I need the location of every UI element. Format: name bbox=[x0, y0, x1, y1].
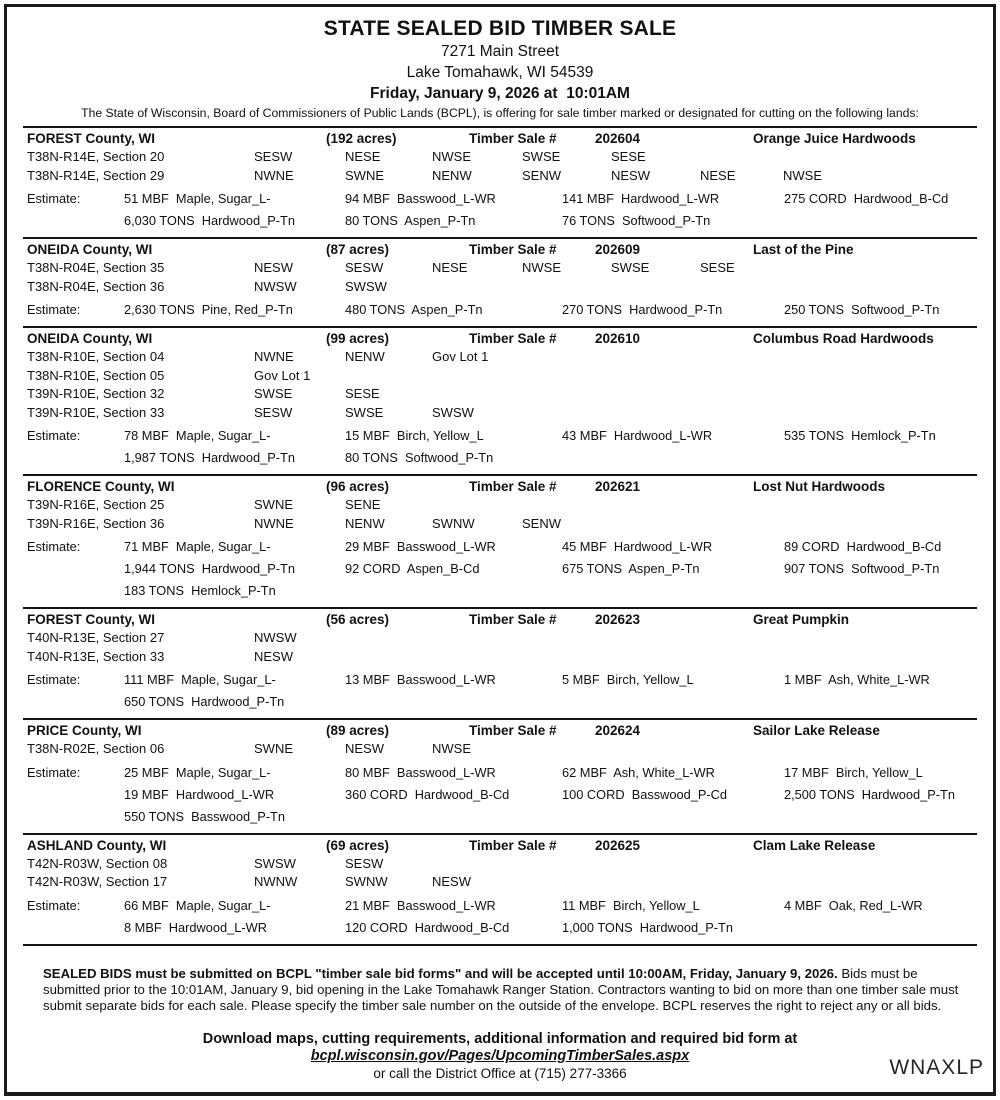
estimate-block bbox=[23, 425, 977, 469]
estimate-item: 100 CORD Basswood_P-Cd bbox=[562, 786, 728, 802]
land-row bbox=[23, 404, 977, 423]
land-row bbox=[23, 740, 977, 759]
quarter-label: NESW bbox=[254, 648, 293, 664]
timber-sale-label: Timber Sale # bbox=[469, 479, 557, 494]
estimate-item: 183 TONS Hemlock_P-Tn bbox=[124, 583, 276, 598]
quarter-label: NWNE bbox=[254, 515, 294, 531]
county-name: ONEIDA County, WI bbox=[27, 331, 153, 346]
quarter-label: NWNE bbox=[254, 167, 294, 183]
estimate-row bbox=[23, 299, 977, 321]
estimate-label: Estimate: bbox=[27, 897, 81, 913]
timber-sale-number: 202609 bbox=[595, 242, 641, 257]
estimate-item: 120 CORD Hardwood_B-Cd bbox=[345, 919, 510, 935]
quarter-label: SESW bbox=[345, 855, 384, 871]
quarter-label: SENW bbox=[522, 515, 561, 531]
estimate-item: 675 TONS Aspen_P-Tn bbox=[562, 561, 700, 576]
timber-sale-label: Timber Sale # bbox=[469, 242, 557, 257]
sale-section bbox=[23, 328, 977, 476]
timber-sale-label: Timber Sale # bbox=[469, 837, 557, 853]
land-row bbox=[23, 855, 977, 874]
quarter-label: NWNW bbox=[254, 874, 298, 889]
estimate-block bbox=[23, 536, 977, 602]
sale-header-row bbox=[23, 330, 977, 348]
quarter-label: NESW bbox=[345, 741, 384, 756]
estimate-item: 1,944 TONS Hardwood_P-Tn bbox=[124, 561, 295, 576]
estimate-row bbox=[23, 691, 977, 713]
estimate-item: 360 CORD Hardwood_B-Cd bbox=[345, 786, 510, 802]
land-row bbox=[23, 167, 977, 186]
estimate-item: 17 MBF Birch, Yellow_L bbox=[784, 764, 923, 780]
estimate-block bbox=[23, 299, 977, 321]
quarter-label: NENW bbox=[345, 349, 385, 364]
estimate-row bbox=[23, 558, 977, 580]
estimate-label: Estimate: bbox=[27, 539, 81, 554]
estimate-item: 76 TONS Softwood_P-Tn bbox=[562, 213, 711, 228]
estimate-block bbox=[23, 762, 977, 828]
estimate-item: 275 CORD Hardwood_B-Cd bbox=[784, 191, 949, 206]
estimate-item: 21 MBF Basswood_L-WR bbox=[345, 897, 496, 913]
estimate-item: 19 MBF Hardwood_L-WR bbox=[124, 786, 275, 802]
sale-name: Orange Juice Hardwoods bbox=[753, 131, 916, 146]
quarter-label: SWSE bbox=[254, 386, 293, 401]
estimate-label: Estimate: bbox=[27, 764, 81, 780]
estimate-row bbox=[23, 188, 977, 210]
land-row bbox=[23, 515, 977, 534]
township-label: T39N-R16E, Section 36 bbox=[27, 515, 165, 531]
sale-section bbox=[23, 128, 977, 239]
county-name: PRICE County, WI bbox=[27, 723, 142, 738]
estimate-item: 51 MBF Maple, Sugar_L- bbox=[124, 191, 271, 206]
sale-header-row bbox=[23, 611, 977, 629]
quarter-label: NESE bbox=[432, 260, 468, 275]
estimate-item: 15 MBF Birch, Yellow_L bbox=[345, 428, 484, 443]
estimate-item: 6,030 TONS Hardwood_P-Tn bbox=[124, 213, 295, 228]
estimate-row bbox=[23, 580, 977, 602]
estimate-item: 80 TONS Softwood_P-Tn bbox=[345, 450, 494, 465]
timber-sale-number: 202623 bbox=[595, 612, 641, 627]
timber-sale-label: Timber Sale # bbox=[469, 331, 557, 346]
acreage: (56 acres) bbox=[326, 612, 390, 627]
estimate-item: 80 TONS Aspen_P-Tn bbox=[345, 213, 476, 228]
bid-form-url-line bbox=[7, 1048, 993, 1065]
estimate-item: 1 MBF Ash, White_L-WR bbox=[784, 672, 930, 687]
sale-name: Lost Nut Hardwoods bbox=[753, 479, 885, 494]
estimate-block bbox=[23, 188, 977, 232]
township-label: T38N-R10E, Section 04 bbox=[27, 349, 165, 364]
township-label: T42N-R03W, Section 17 bbox=[27, 874, 168, 889]
estimate-label: Estimate: bbox=[27, 428, 81, 443]
quarter-label: NWSE bbox=[432, 149, 471, 164]
sale-header-row bbox=[23, 478, 977, 496]
quarter-label: SWSW bbox=[254, 855, 296, 871]
sale-section bbox=[23, 720, 977, 835]
sale-name: Clam Lake Release bbox=[753, 837, 876, 853]
estimate-item: 13 MBF Basswood_L-WR bbox=[345, 672, 496, 687]
sale-section bbox=[23, 609, 977, 720]
estimate-row bbox=[23, 917, 977, 939]
sale-name: Last of the Pine bbox=[753, 242, 854, 257]
estimate-item: 111 MBF Maple, Sugar_L- bbox=[124, 672, 276, 687]
land-row bbox=[23, 367, 977, 386]
estimate-row bbox=[23, 806, 977, 828]
download-instructions bbox=[7, 1031, 993, 1082]
estimate-item: 43 MBF Hardwood_L-WR bbox=[562, 428, 713, 443]
estimate-item: 45 MBF Hardwood_L-WR bbox=[562, 539, 713, 554]
timber-sale-number: 202604 bbox=[595, 131, 641, 146]
township-label: T42N-R03W, Section 08 bbox=[27, 855, 168, 871]
land-row bbox=[23, 278, 977, 297]
quarter-label: Gov Lot 1 bbox=[254, 367, 311, 383]
quarter-label: NESW bbox=[432, 874, 471, 889]
acreage: (89 acres) bbox=[326, 723, 390, 738]
quarter-label: NWSE bbox=[522, 260, 561, 275]
sealed-bids-lead: SEALED BIDS must be submitted on BCPL "timber sale bid forms" and will be accepted until 10:00AM, Friday, January 9, 2026. bbox=[43, 965, 838, 981]
quarter-label: SWNE bbox=[345, 167, 384, 183]
acreage: (87 acres) bbox=[326, 242, 390, 257]
timber-sale-number: 202621 bbox=[595, 479, 641, 494]
estimate-item: 8 MBF Hardwood_L-WR bbox=[124, 919, 267, 935]
sale-name: Columbus Road Hardwoods bbox=[753, 331, 934, 346]
sale-section bbox=[23, 476, 977, 609]
quarter-label: NESW bbox=[254, 260, 293, 275]
sealed-bids-body: Bids must be submitted prior to the 10:01AM, January 9, bid opening in the Lake Tomahawk Ranger Station. Contractors wanting to bid on more than one timber sale must submit separate bids for each sale. Please specify the timber sale number on the outside of the envelope. BCPL reserves the right to reject any or all bids. bbox=[43, 965, 959, 1014]
timber-sale-label: Timber Sale # bbox=[469, 612, 557, 627]
estimate-item: 4 MBF Oak, Red_L-WR bbox=[784, 897, 923, 913]
quarter-label: SESE bbox=[345, 386, 380, 401]
estimate-row bbox=[23, 762, 977, 784]
estimate-item: 250 TONS Softwood_P-Tn bbox=[784, 302, 940, 317]
download-line: Download maps, cutting requirements, additional information and required bid form at bbox=[202, 1030, 798, 1047]
quarter-label: SENW bbox=[522, 167, 561, 183]
timber-sale-number: 202625 bbox=[595, 837, 641, 853]
land-row bbox=[23, 259, 977, 278]
quarter-label: NENW bbox=[345, 515, 385, 531]
quarter-label: SWSE bbox=[522, 149, 561, 164]
acreage: (192 acres) bbox=[326, 131, 397, 146]
notice-title: STATE SEALED BID TIMBER SALE bbox=[323, 17, 677, 40]
estimate-row bbox=[23, 210, 977, 232]
quarter-label: NWNE bbox=[254, 349, 294, 364]
estimate-row bbox=[23, 425, 977, 447]
estimate-row bbox=[23, 895, 977, 917]
estimate-item: 80 MBF Basswood_L-WR bbox=[345, 764, 496, 780]
quarter-label: NWSE bbox=[432, 741, 471, 756]
sale-header-row bbox=[23, 241, 977, 259]
estimate-item: 29 MBF Basswood_L-WR bbox=[345, 539, 496, 554]
quarter-label: SESE bbox=[700, 260, 735, 275]
timber-sale-number: 202624 bbox=[595, 723, 641, 738]
township-label: T40N-R13E, Section 27 bbox=[27, 630, 165, 645]
estimate-row bbox=[23, 669, 977, 691]
estimate-block bbox=[23, 895, 977, 939]
quarter-label: NESE bbox=[345, 149, 381, 164]
township-label: T38N-R14E, Section 29 bbox=[27, 167, 165, 183]
township-label: T38N-R14E, Section 20 bbox=[27, 149, 165, 164]
address-line-2: Lake Tomahawk, WI 54539 bbox=[406, 64, 594, 81]
quarter-label: SESE bbox=[611, 149, 646, 164]
quarter-label: SWNW bbox=[345, 874, 388, 889]
estimate-item: 1,987 TONS Hardwood_P-Tn bbox=[124, 450, 295, 465]
estimate-item: 270 TONS Hardwood_P-Tn bbox=[562, 302, 723, 317]
estimate-item: 62 MBF Ash, White_L-WR bbox=[562, 764, 715, 780]
estimate-item: 78 MBF Maple, Sugar_L- bbox=[124, 428, 271, 443]
land-row bbox=[23, 629, 977, 648]
estimate-row bbox=[23, 784, 977, 806]
land-row bbox=[23, 348, 977, 367]
estimate-row bbox=[23, 536, 977, 558]
quarter-label: SESW bbox=[254, 404, 293, 420]
estimate-item: 650 TONS Hardwood_P-Tn bbox=[124, 694, 285, 709]
sale-section bbox=[23, 239, 977, 328]
quarter-label: SWNW bbox=[432, 515, 475, 531]
quarter-label: NENW bbox=[432, 167, 472, 183]
estimate-item: 535 TONS Hemlock_P-Tn bbox=[784, 428, 936, 443]
township-label: T38N-R10E, Section 05 bbox=[27, 367, 165, 383]
estimate-item: 92 CORD Aspen_B-Cd bbox=[345, 561, 480, 576]
sale-name: Sailor Lake Release bbox=[753, 723, 880, 738]
notice-sheet bbox=[4, 4, 996, 1096]
quarter-label: SWNE bbox=[254, 741, 293, 756]
land-row bbox=[23, 385, 977, 404]
estimate-label: Estimate: bbox=[27, 191, 81, 206]
district-office-phone: or call the District Office at (715) 277-3366 bbox=[373, 1065, 627, 1081]
quarter-label: SWSE bbox=[611, 260, 650, 275]
quarter-label: SENE bbox=[345, 497, 381, 512]
sale-header-row bbox=[23, 837, 977, 855]
acreage: (96 acres) bbox=[326, 479, 390, 494]
estimate-item: 1,000 TONS Hardwood_P-Tn bbox=[562, 919, 733, 935]
township-label: T39N-R10E, Section 32 bbox=[27, 386, 165, 401]
county-name: FOREST County, WI bbox=[27, 131, 155, 146]
township-label: T40N-R13E, Section 33 bbox=[27, 648, 165, 664]
timber-sale-label: Timber Sale # bbox=[469, 131, 557, 146]
estimate-item: 94 MBF Basswood_L-WR bbox=[345, 191, 496, 206]
sale-datetime: Friday, January 9, 2026 at 10:01AM bbox=[370, 85, 630, 102]
county-name: ONEIDA County, WI bbox=[27, 242, 153, 257]
quarter-label: Gov Lot 1 bbox=[432, 349, 489, 364]
land-row bbox=[23, 648, 977, 667]
estimate-item: 141 MBF Hardwood_L-WR bbox=[562, 191, 720, 206]
land-row bbox=[23, 496, 977, 515]
address-line-1: 7271 Main Street bbox=[440, 43, 560, 60]
quarter-label: SWSW bbox=[432, 404, 474, 420]
intro-text: The State of Wisconsin, Board of Commissioners of Public Lands (BCPL), is offering for sale timber marked or designated for cutting on the following lands: bbox=[81, 106, 919, 120]
sale-section bbox=[23, 835, 977, 946]
sale-name: Great Pumpkin bbox=[753, 612, 850, 627]
sealed-bids-paragraph bbox=[43, 966, 959, 1015]
quarter-label: SWSW bbox=[345, 278, 387, 294]
sale-header-row bbox=[23, 722, 977, 740]
quarter-label: SWSE bbox=[345, 404, 384, 420]
acreage: (69 acres) bbox=[326, 837, 390, 853]
quarter-label: NWSE bbox=[783, 167, 822, 183]
estimate-label: Estimate: bbox=[27, 672, 81, 687]
quarter-label: NWSW bbox=[254, 278, 297, 294]
land-row bbox=[23, 148, 977, 167]
estimate-item: 66 MBF Maple, Sugar_L- bbox=[124, 897, 271, 913]
township-label: T38N-R02E, Section 06 bbox=[27, 741, 165, 756]
estimate-item: 71 MBF Maple, Sugar_L- bbox=[124, 539, 271, 554]
quarter-label: SWNE bbox=[254, 497, 293, 512]
township-label: T39N-R16E, Section 25 bbox=[27, 497, 165, 512]
acreage: (99 acres) bbox=[326, 331, 390, 346]
estimate-item: 2,500 TONS Hardwood_P-Tn bbox=[784, 786, 955, 802]
estimate-item: 907 TONS Softwood_P-Tn bbox=[784, 561, 940, 576]
estimate-item: 89 CORD Hardwood_B-Cd bbox=[784, 539, 942, 554]
county-name: FOREST County, WI bbox=[27, 612, 155, 627]
quarter-label: NESE bbox=[700, 167, 736, 183]
estimate-item: 480 TONS Aspen_P-Tn bbox=[345, 302, 483, 317]
estimate-item: 550 TONS Basswood_P-Tn bbox=[124, 808, 285, 824]
estimate-item: 25 MBF Maple, Sugar_L- bbox=[124, 764, 271, 780]
estimate-block bbox=[23, 669, 977, 713]
estimate-item: 11 MBF Birch, Yellow_L bbox=[562, 897, 700, 913]
township-label: T38N-R04E, Section 35 bbox=[27, 260, 165, 275]
county-name: ASHLAND County, WI bbox=[27, 837, 167, 853]
county-name: FLORENCE County, WI bbox=[27, 479, 175, 494]
estimate-label: Estimate: bbox=[27, 302, 81, 317]
sales-table bbox=[23, 126, 977, 946]
bid-form-url[interactable]: bcpl.wisconsin.gov/Pages/UpcomingTimberSales.aspx bbox=[310, 1047, 690, 1064]
timber-sale-label: Timber Sale # bbox=[469, 723, 557, 738]
quarter-label: NESW bbox=[611, 167, 650, 183]
notice-header bbox=[7, 7, 993, 122]
quarter-label: SESW bbox=[254, 149, 293, 164]
estimate-item: 5 MBF Birch, Yellow_L bbox=[562, 672, 694, 687]
township-label: T38N-R04E, Section 36 bbox=[27, 278, 165, 294]
quarter-label: SESW bbox=[345, 260, 384, 275]
land-row bbox=[23, 873, 977, 892]
sale-header-row bbox=[23, 130, 977, 148]
estimate-row bbox=[23, 447, 977, 469]
township-label: T39N-R10E, Section 33 bbox=[27, 404, 165, 420]
quarter-label: NWSW bbox=[254, 630, 297, 645]
estimate-item: 2,630 TONS Pine, Red_P-Tn bbox=[124, 302, 293, 317]
wnaxlp-mark: WNAXLP bbox=[889, 1056, 984, 1079]
timber-sale-number: 202610 bbox=[595, 331, 641, 346]
